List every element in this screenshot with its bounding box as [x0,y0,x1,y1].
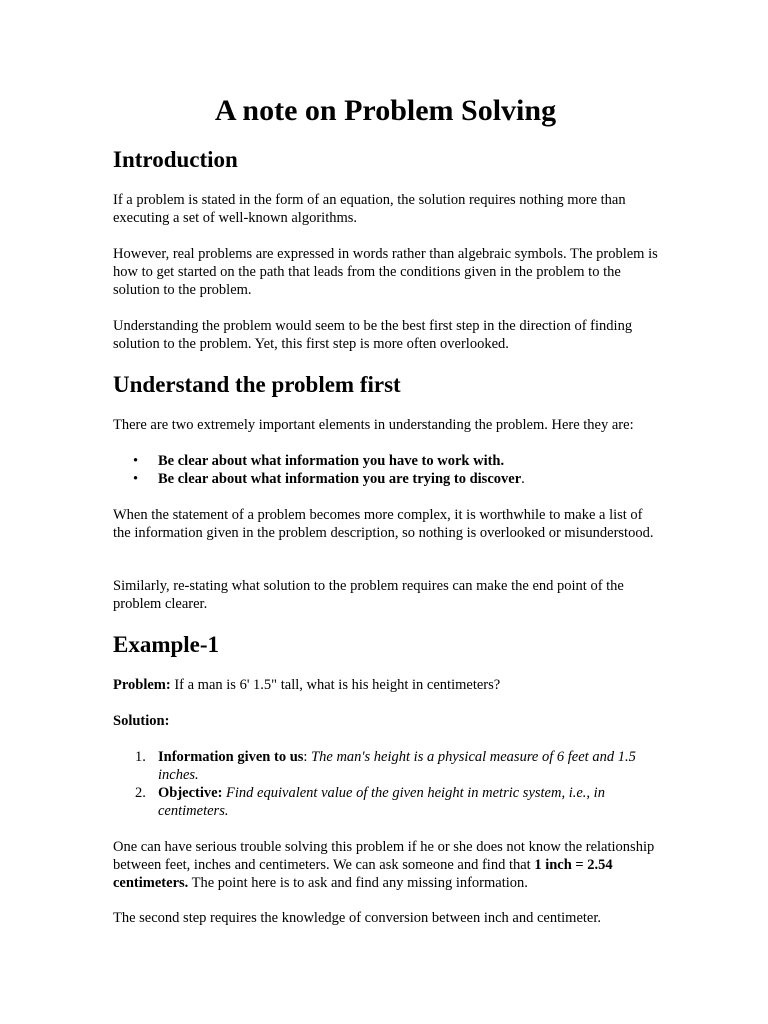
bullet-icon: • [133,453,139,469]
bullet-period: . [521,471,525,487]
solution-list [113,748,658,820]
list-item [113,470,658,488]
list-item [113,452,658,470]
list-item [113,748,658,784]
bullet-icon: • [133,471,139,487]
solution-label-text: Solution: [113,713,170,729]
problem-text: If a man is 6' 1.5" tall, what is his height in centimeters? [170,677,501,693]
understand-paragraph-1: When the statement of a problem becomes more complex, it is worthwhile to make a list of the information given in the problem description, so nothing is overlooked or misunderstood. [113,507,654,541]
understand-bullet-list [113,452,658,488]
bullet-text: Be clear about what information you have to work with. [158,453,505,469]
list-number: 2. [135,785,146,801]
conversion-fact: 1 inch = 2.54 centimeters. [113,857,613,891]
heading-understand: Understand the problem first [113,372,401,397]
example-paragraph-1 [113,838,658,892]
solution-label [113,712,658,730]
document-title: A note on Problem Solving [214,94,557,127]
intro-paragraph-1: If a problem is stated in the form of an equation, the solution requires nothing more than executing a set of well-known algorithms. [113,192,626,226]
bullet-text: Be clear about what information you are trying to discover [158,471,522,487]
paragraph-text-end: The point here is to ask and find any missing information. [188,875,528,891]
heading-example-1: Example-1 [113,632,220,657]
list-item [113,784,658,820]
item-label: Objective: [158,785,223,801]
heading-introduction: Introduction [113,147,238,172]
item-text: Find equivalent value of the given height in metric system, i.e., in centimeters. [158,785,605,819]
understand-paragraph-2: Similarly, re-stating what solution to the problem requires can make the end point of the problem clearer. [113,578,624,612]
list-number: 1. [135,749,146,765]
understand-intro: There are two extremely important elements in understanding the problem. Here they are: [113,417,634,433]
intro-paragraph-3: Understanding the problem would seem to be the best first step in the direction of finding solution to the problem. Yet, this first step is more often overlooked. [113,318,633,352]
problem-label: Problem: [113,677,171,693]
item-separator: : [303,749,312,765]
example-paragraph-2: The second step requires the knowledge of conversion between inch and centimeter. [113,910,601,926]
paragraph-text-start: One can have serious trouble solving this problem if he or she does not know the relationship between feet, inches and centimeters. We can ask someone and find that [113,839,655,873]
item-label: Information given to us [158,749,304,765]
intro-paragraph-2: However, real problems are expressed in words rather than algebraic symbols. The problem is how to get started on the path that leads from the conditions given in the problem to the solution to the problem. [113,246,658,298]
problem-statement [113,676,658,694]
item-text: The man's height is a physical measure of 6 feet and 1.5 inches. [158,749,636,783]
